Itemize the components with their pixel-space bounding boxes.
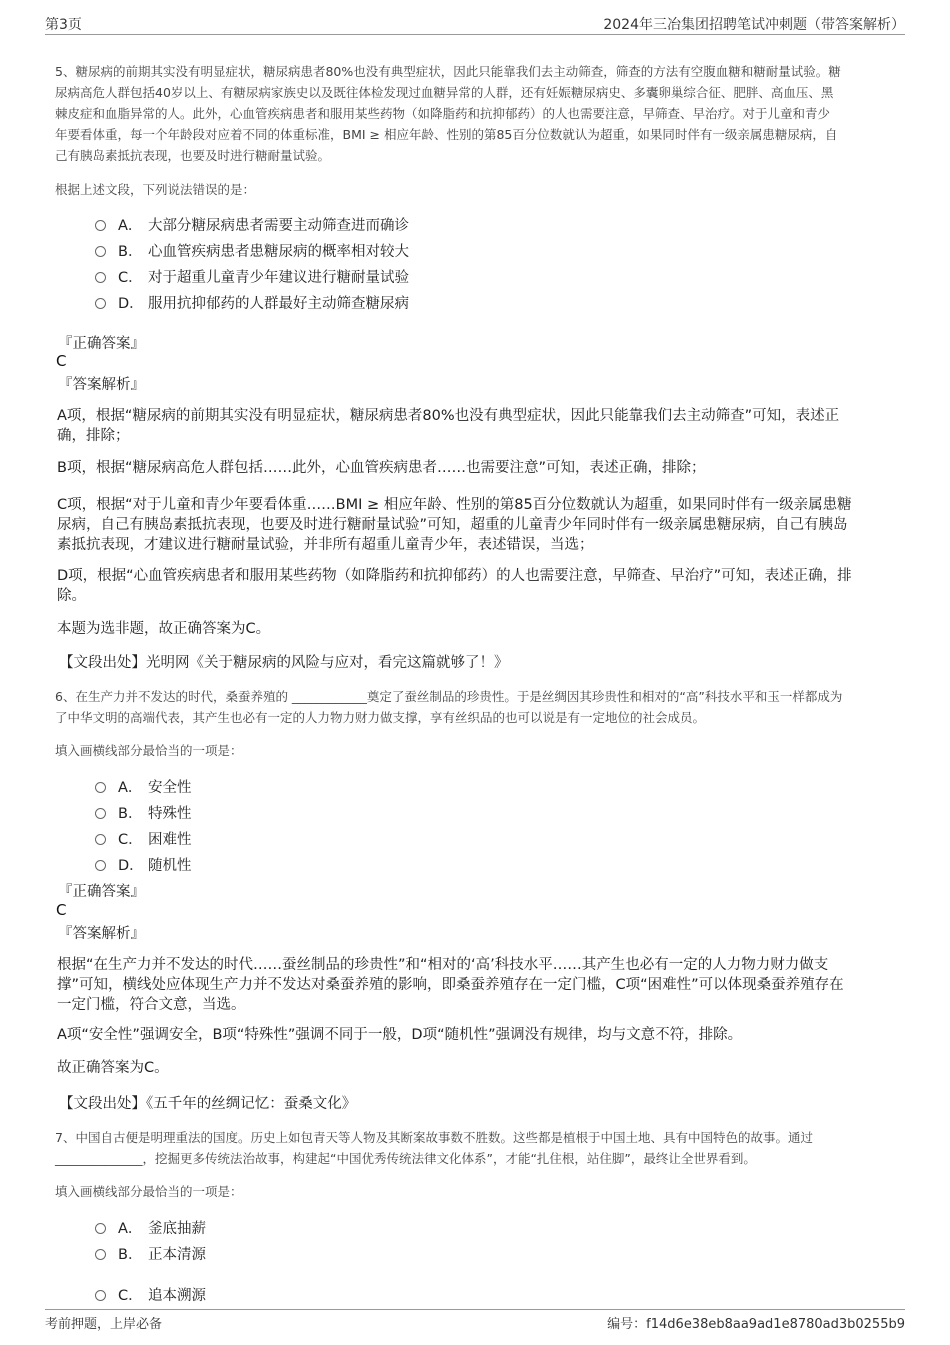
question-7-prompt: 填入画横线部分最恰当的一项是：: [55, 1184, 243, 1199]
q6-option-c[interactable]: C． 困难性: [95, 828, 192, 849]
q6-answer-heading: 『正确答案』: [58, 884, 145, 900]
page-number: 第3页: [45, 17, 82, 33]
q5-analysis-b: B项，根据“糖尿病高危人群包括……此外，心血管疾病患者……也需要注意”可知，表述正确，排除；: [57, 460, 706, 476]
q5-analysis-d: D项，根据“心血管疾病患者和服用某些药物（如降脂药和抗抑郁药）的人也需要注意，早筛查、早治疗”可知，表述正确，排 除。: [57, 568, 852, 604]
page-header: [45, 14, 905, 34]
radio-icon[interactable]: [95, 1290, 106, 1301]
radio-icon[interactable]: [95, 220, 106, 231]
header-rule: [45, 34, 905, 35]
q6-analysis-main: 根据“在生产力并不发达的时代……蚕丝制品的珍贵性”和“相对的‘高’科技水平……其产生也必有一定的人力物力财力做支 撑”可知，横线处应体现生产力并不发达对桑蚕养殖的影响，即桑蚕养殖存在一定门槛，C项“困难性”可以体现桑蚕养殖存在 一定门槛，符合文意，当选。: [57, 957, 844, 1013]
q5-option-d[interactable]: D． 服用抗抑郁药的人群最好主动筛查糖尿病: [95, 292, 409, 313]
question-5-stem: 5、糖尿病的前期其实没有明显症状，糖尿病患者80%也没有典型症状，因此只能靠我们去主动筛查，筛查的方法有空腹血糖和糖耐量试验。糖 尿病高危人群包括40岁以上、有糖尿病家族史以及既往体检发现过血糖异常的人群，还有妊娠糖尿病史、多囊卵巢综合征、肥胖、高血压、黑 棘皮症和血脂异常的人。此外，心血管疾病患者和服用某些药物（如降脂药和抗抑郁药）的人也需要注意，早筛查、早治疗。对于儿童和青少 年要看体重，每一个年龄段对应着不同的体重标准，BMI ≥ 相应年龄、性别的第85百分位数就认为超重，如果同时伴有一级亲属患糖尿病，自 己有胰岛素抵抗表现，也要及时进行糖耐量试验。: [55, 64, 841, 163]
document-title: 2024年三冶集团招聘笔试冲刺题（带答案解析）: [603, 17, 905, 33]
q6-option-b[interactable]: B． 特殊性: [95, 802, 192, 823]
q5-option-a[interactable]: A． 大部分糖尿病患者需要主动筛查进而确诊: [95, 214, 409, 235]
radio-icon[interactable]: [95, 298, 106, 309]
question-6-stem: 6、在生产力并不发达的时代，桑蚕养殖的 ____________奠定了蚕丝制品的珍贵性。于是丝绸因其珍贵性和相对的“高”科技水平和玉一样都成为 了中华文明的高端代表，其产生也必有一定的人力物力财力做支撑，享有丝织品的也可以说是有一定地位的社会成员。: [55, 689, 843, 725]
footer-rule: [45, 1309, 905, 1310]
question-7-stem: 7、中国自古便是明理重法的国度。历史上如包青天等人物及其断案故事数不胜数。这些都是植根于中国土地、具有中国特色的故事。通过 ______________，挖掘更多传统法治故事，构建起“中国优秀传统法律文化体系”，才能“扎住根，站住脚”，最终让全世界看到。: [55, 1130, 813, 1166]
radio-icon[interactable]: [95, 808, 106, 819]
radio-icon[interactable]: [95, 782, 106, 793]
q7-option-b[interactable]: B． 正本清源: [95, 1243, 206, 1264]
q6-answer: C: [56, 901, 67, 919]
q6-conclusion: 故正确答案为C。: [57, 1060, 169, 1076]
q6-analysis-others: A项“安全性”强调安全，B项“特殊性”强调不同于一般，D项“随机性”强调没有规律，均与文意不符，排除。: [57, 1027, 743, 1043]
q6-source: 【文段出处】《五千年的丝绸记忆：蚕桑文化》: [59, 1096, 357, 1112]
q5-answer-heading: 『正确答案』: [58, 336, 145, 352]
radio-icon[interactable]: [95, 1249, 106, 1260]
q6-option-a[interactable]: A． 安全性: [95, 776, 192, 797]
document-id: 编号：f14d6e38eb8aa9ad1e8780ad3b0255b9: [607, 1317, 905, 1332]
question-5-prompt: 根据上述文段，下列说法错误的是：: [55, 182, 256, 197]
radio-icon[interactable]: [95, 834, 106, 845]
q5-analysis-heading: 『答案解析』: [58, 377, 145, 393]
radio-icon[interactable]: [95, 246, 106, 257]
q5-answer: C: [56, 352, 67, 370]
q5-option-b[interactable]: B． 心血管疾病患者患糖尿病的概率相对较大: [95, 240, 409, 261]
q7-option-c[interactable]: C． 追本溯源: [95, 1284, 206, 1305]
question-6-prompt: 填入画横线部分最恰当的一项是：: [55, 743, 243, 758]
q7-option-a[interactable]: A． 釜底抽薪: [95, 1217, 206, 1238]
q5-analysis-c: C项，根据“对于儿童和青少年要看体重……BMI ≥ 相应年龄、性别的第85百分位数就认为超重，如果同时伴有一级亲属患糖 尿病，自己有胰岛素抵抗表现，也要及时进行糖耐量试验”可知，超重的儿童青少年同时伴有一级亲属患糖尿病，自己有胰岛 素抵抗表现，才建议进行糖耐量试验，并非所有超重儿童青少年，表述错误，当选；: [57, 497, 852, 553]
footer-slogan: 考前押题，上岸必备: [45, 1317, 163, 1332]
radio-icon[interactable]: [95, 272, 106, 283]
q5-option-c[interactable]: C． 对于超重儿童青少年建议进行糖耐量试验: [95, 266, 409, 287]
q6-option-d[interactable]: D． 随机性: [95, 854, 192, 875]
radio-icon[interactable]: [95, 1223, 106, 1234]
q5-source: 【文段出处】光明网《关于糖尿病的风险与应对，看完这篇就够了！》: [59, 655, 509, 671]
q6-analysis-heading: 『答案解析』: [58, 926, 145, 942]
radio-icon[interactable]: [95, 860, 106, 871]
q5-conclusion: 本题为选非题，故正确答案为C。: [57, 621, 271, 637]
q5-analysis-a: A项，根据“糖尿病的前期其实没有明显症状，糖尿病患者80%也没有典型症状，因此只能靠我们去主动筛查”可知，表述正 确，排除；: [57, 408, 840, 444]
